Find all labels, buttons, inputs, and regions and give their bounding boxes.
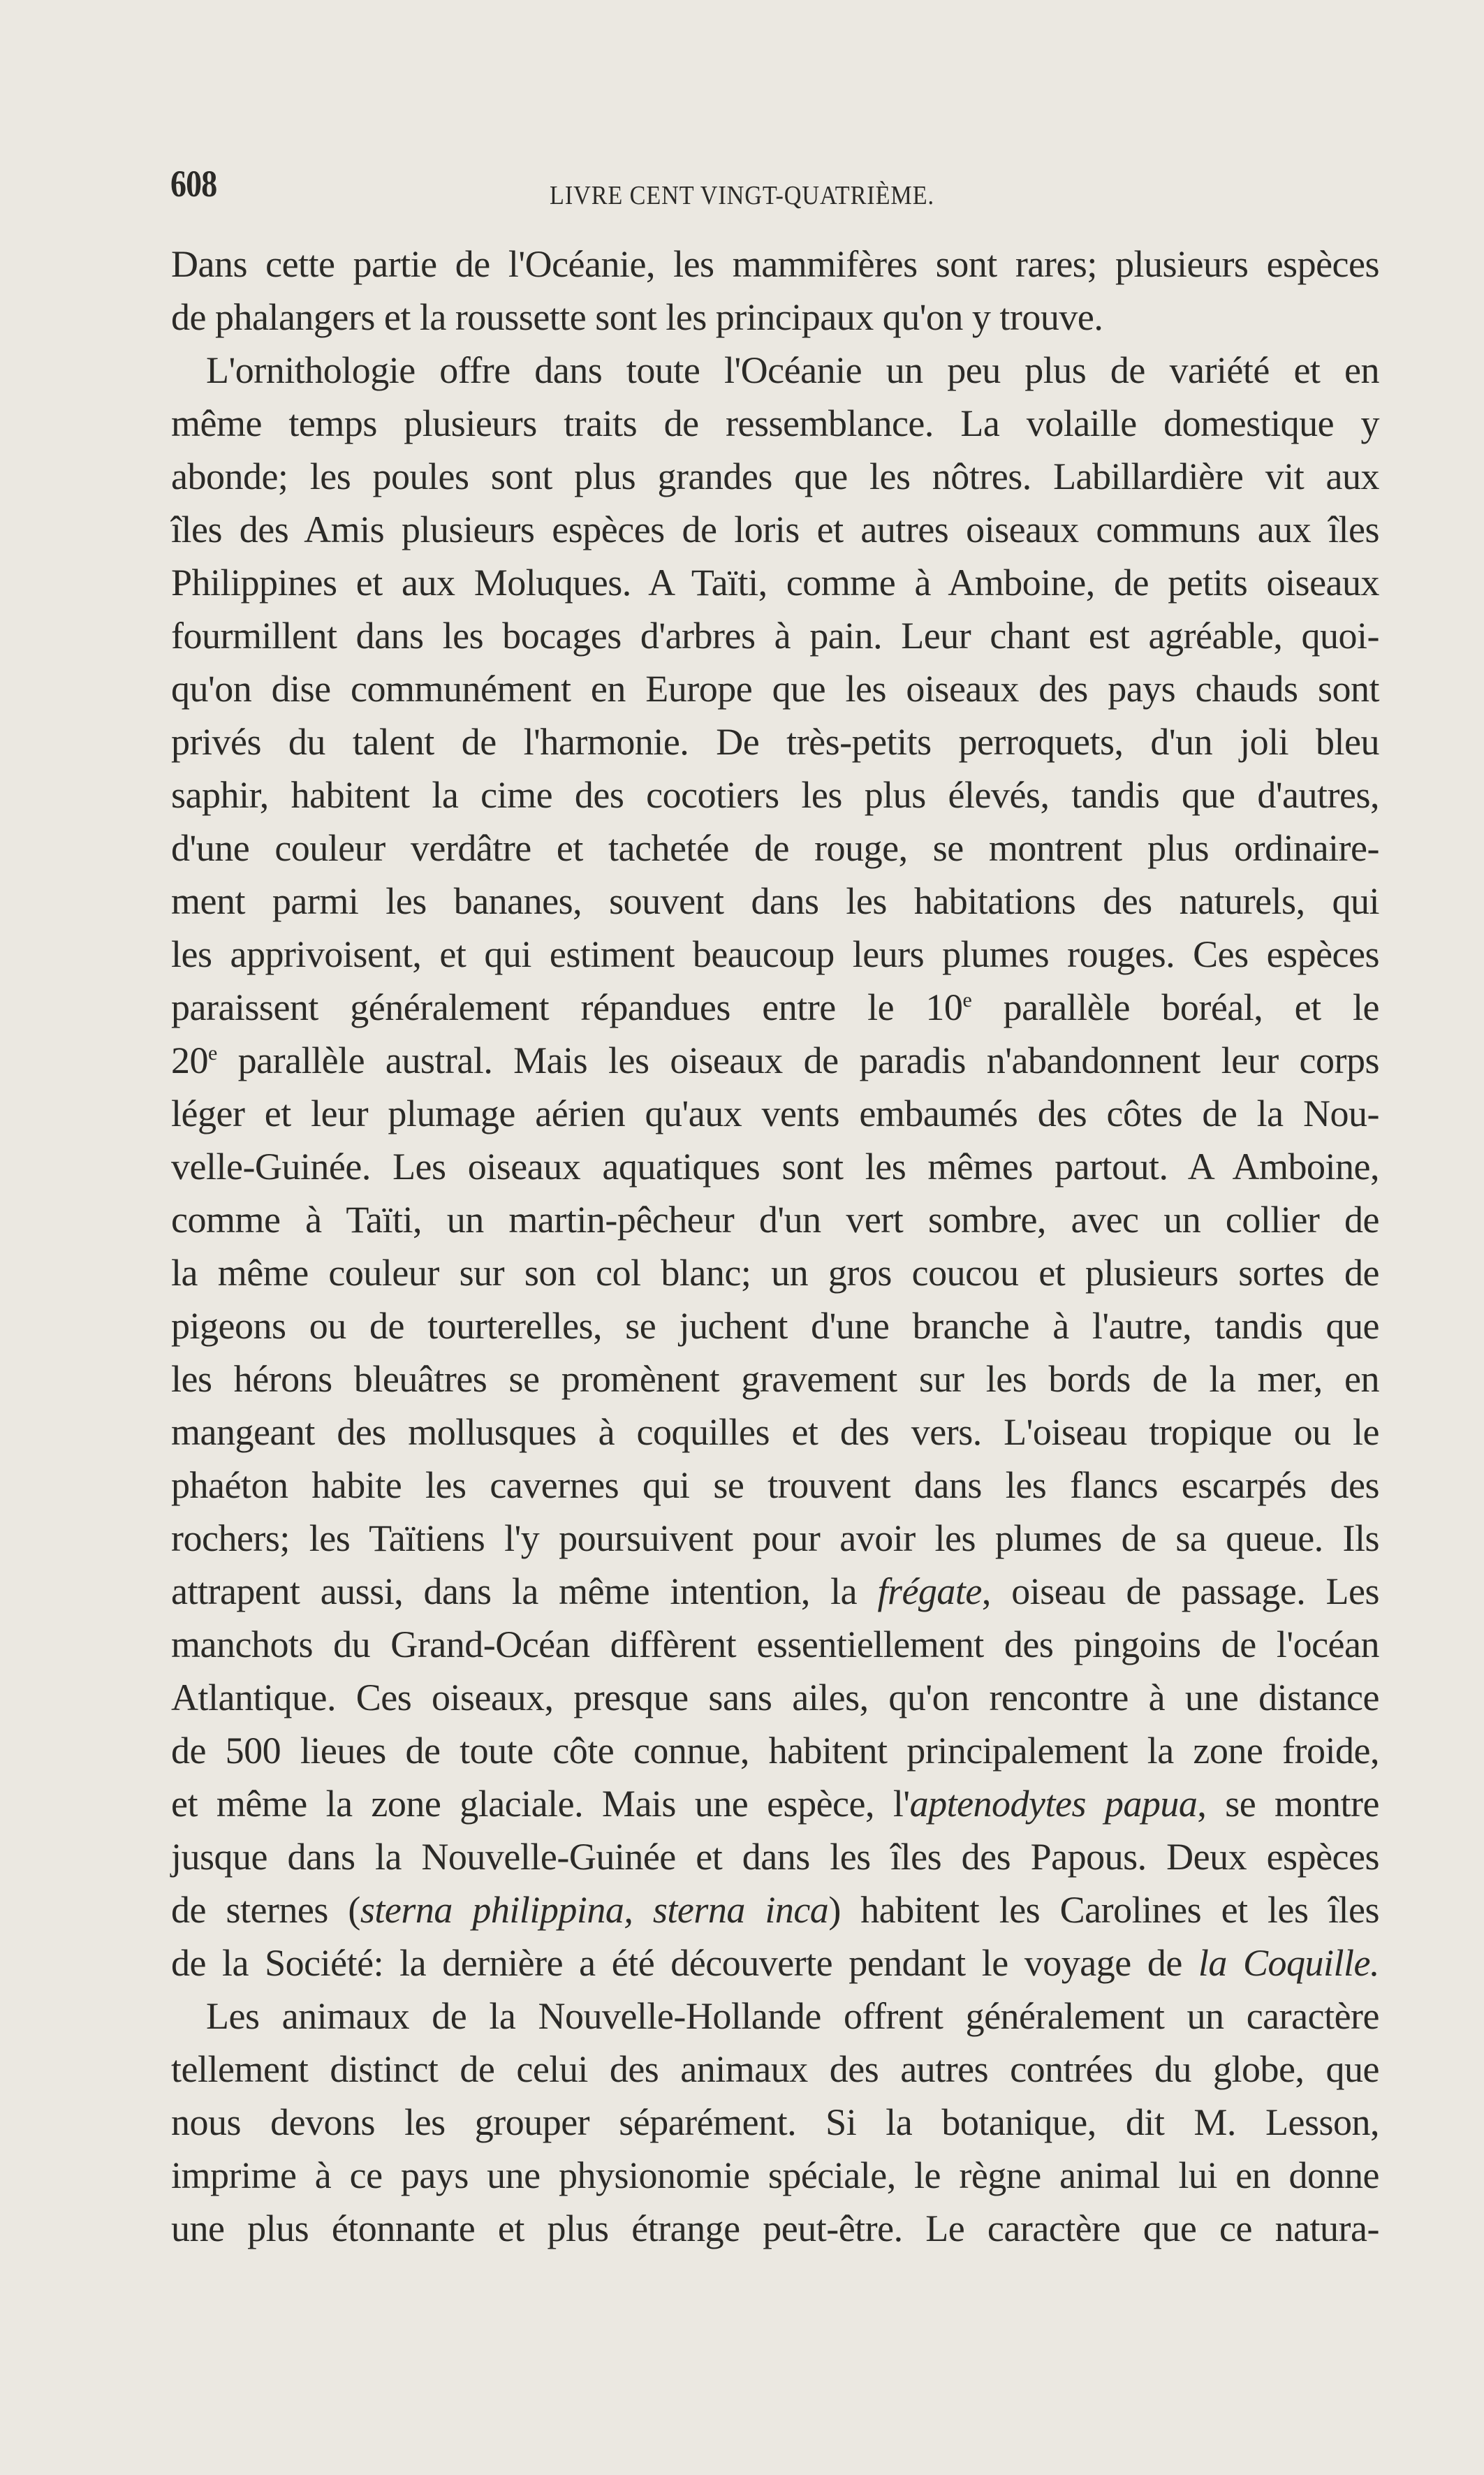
text-line <box>171 503 1379 556</box>
text-segment: L'ornithologie offre dans toute l'Océanie un peu plus de variété et en <box>206 349 1379 391</box>
text-segment: ment parmi les bananes, souvent dans les habitations des naturels, qui <box>171 880 1379 922</box>
text-line <box>171 1406 1379 1459</box>
text-segment: îles des Amis plusieurs espèces de loris et autres oiseaux communs aux îles <box>171 509 1379 550</box>
text-line <box>171 609 1379 662</box>
text-line <box>171 981 1379 1034</box>
text-line <box>171 1034 1379 1087</box>
text-line <box>171 1512 1379 1565</box>
text-line <box>171 662 1379 715</box>
text-segment: de phalangers et la roussette sont les principaux qu'on y trouve. <box>171 296 1103 338</box>
text-line <box>171 768 1379 822</box>
text-line <box>171 2096 1379 2149</box>
text-segment: pigeons ou de tourterelles, se juchent d'une branche à l'autre, tandis que <box>171 1305 1379 1347</box>
text-line <box>171 397 1379 450</box>
italic-term: sterna philippina, sterna inca <box>360 1889 829 1931</box>
text-line <box>171 1724 1379 1777</box>
superscript: e <box>962 988 972 1012</box>
text-segment: privés du talent de l'harmonie. De très-petits perroquets, d'un joli bleu <box>171 721 1379 763</box>
text-line <box>171 2202 1379 2255</box>
italic-term: la Coquille. <box>1198 1942 1379 1984</box>
text-line <box>171 1990 1379 2043</box>
text-segment: d'une couleur verdâtre et tachetée de rouge, se montrent plus ordinaire- <box>171 827 1379 869</box>
text-segment: , oiseau de passage. Les <box>981 1570 1379 1612</box>
italic-term: aptenodytes papua <box>909 1783 1198 1825</box>
text-segment: saphir, habitent la cime des cocotiers les plus élevés, tandis que d'autres, <box>171 774 1379 816</box>
text-line <box>171 1459 1379 1512</box>
text-segment: même temps plusieurs traits de ressemblance. La volaille domestique y <box>171 402 1379 444</box>
text-segment: et même la zone glaciale. Mais une espèce, l' <box>171 1783 910 1825</box>
text-line <box>171 1671 1379 1724</box>
text-segment: phaéton habite les cavernes qui se trouvent dans les flancs escarpés des <box>171 1464 1379 1506</box>
text-segment: ) habitent les Carolines et les îles <box>828 1889 1380 1931</box>
text-line <box>171 450 1379 503</box>
text-segment: qu'on dise communément en Europe que les oiseaux des pays chauds sont <box>171 668 1379 710</box>
text-line <box>171 928 1379 981</box>
text-segment: comme à Taïti, un martin-pêcheur d'un vert sombre, avec un collier de <box>171 1199 1379 1241</box>
body-text <box>171 238 1379 2255</box>
text-segment: paraissent généralement répandues entre le 10 <box>171 986 963 1028</box>
text-segment: Dans cette partie de l'Océanie, les mammifères sont rares; plusieurs espèces <box>171 243 1379 285</box>
text-line <box>171 1352 1379 1406</box>
text-segment: imprime à ce pays une physionomie spéciale, le règne animal lui en donne <box>171 2154 1379 2196</box>
text-line <box>171 715 1379 768</box>
text-line <box>171 822 1379 875</box>
text-segment: , se montre <box>1197 1783 1379 1825</box>
text-segment: manchots du Grand-Océan diffèrent essentiellement des pingoins de l'océan <box>171 1623 1379 1665</box>
text-segment: Philippines et aux Moluques. A Taïti, comme à Amboine, de petits oiseaux <box>171 562 1379 604</box>
text-segment: les apprivoisent, et qui estiment beaucoup leurs plumes rouges. Ces espèces <box>171 933 1379 975</box>
text-segment: nous devons les grouper séparément. Si la botanique, dit M. Lesson, <box>171 2101 1379 2143</box>
text-segment: tellement distinct de celui des animaux des autres contrées du globe, que <box>171 2048 1379 2090</box>
text-line <box>171 1777 1379 1830</box>
running-head: LIVRE CENT VINGT-QUATRIÈME. <box>550 181 934 210</box>
text-line <box>171 2043 1379 2096</box>
text-segment: attrapent aussi, dans la même intention, la <box>171 1570 878 1612</box>
text-line <box>171 1830 1379 1883</box>
page-number: 608 <box>170 163 217 205</box>
text-line <box>171 344 1379 397</box>
text-line <box>171 1936 1379 1990</box>
text-segment: les hérons bleuâtres se promènent gravement sur les bords de la mer, en <box>171 1358 1379 1400</box>
text-segment: une plus étonnante et plus étrange peut-être. Le caractère que ce natura- <box>171 2207 1379 2249</box>
italic-term: frégate <box>877 1570 982 1612</box>
text-line <box>171 1246 1379 1299</box>
text-line <box>171 1193 1379 1246</box>
text-segment: parallèle boréal, et le <box>971 986 1379 1028</box>
text-segment: de 500 lieues de toute côte connue, habitent principalement la zone froide, <box>171 1730 1379 1772</box>
text-segment: fourmillent dans les bocages d'arbres à pain. Leur chant est agréable, quoi- <box>171 615 1379 657</box>
superscript: e <box>208 1042 217 1065</box>
text-line <box>171 1618 1379 1671</box>
text-line <box>171 1087 1379 1140</box>
text-line <box>171 1565 1379 1618</box>
text-line <box>171 291 1379 344</box>
text-line <box>171 2149 1379 2202</box>
text-line <box>171 238 1379 291</box>
text-segment: parallèle austral. Mais les oiseaux de paradis n'abandonnent leur corps <box>216 1039 1379 1081</box>
text-segment: de sternes ( <box>171 1889 360 1931</box>
text-segment: Atlantique. Ces oiseaux, presque sans ailes, qu'on rencontre à une distance <box>171 1677 1379 1718</box>
text-segment: Les animaux de la Nouvelle-Hollande offrent généralement un caractère <box>206 1995 1379 2037</box>
text-segment: de la Société: la dernière a été découverte pendant le voyage de <box>171 1942 1198 1984</box>
text-segment: 20 <box>171 1039 208 1081</box>
text-segment: léger et leur plumage aérien qu'aux vents embaumés des côtes de la Nou- <box>171 1093 1379 1134</box>
text-line <box>171 1883 1379 1936</box>
text-line <box>171 1299 1379 1352</box>
text-segment: rochers; les Taïtiens l'y poursuivent pour avoir les plumes de sa queue. Ils <box>171 1517 1379 1559</box>
text-segment: jusque dans la Nouvelle-Guinée et dans les îles des Papous. Deux espèces <box>171 1836 1379 1878</box>
text-segment: la même couleur sur son col blanc; un gros coucou et plusieurs sortes de <box>171 1252 1379 1294</box>
text-segment: velle-Guinée. Les oiseaux aquatiques sont les mêmes partout. A Amboine, <box>171 1146 1379 1188</box>
text-line <box>171 1140 1379 1193</box>
text-line <box>171 875 1379 928</box>
text-segment: abonde; les poules sont plus grandes que les nôtres. Labillardière vit aux <box>171 455 1379 497</box>
text-segment: mangeant des mollusques à coquilles et des vers. L'oiseau tropique ou le <box>171 1411 1379 1453</box>
text-line <box>171 556 1379 609</box>
